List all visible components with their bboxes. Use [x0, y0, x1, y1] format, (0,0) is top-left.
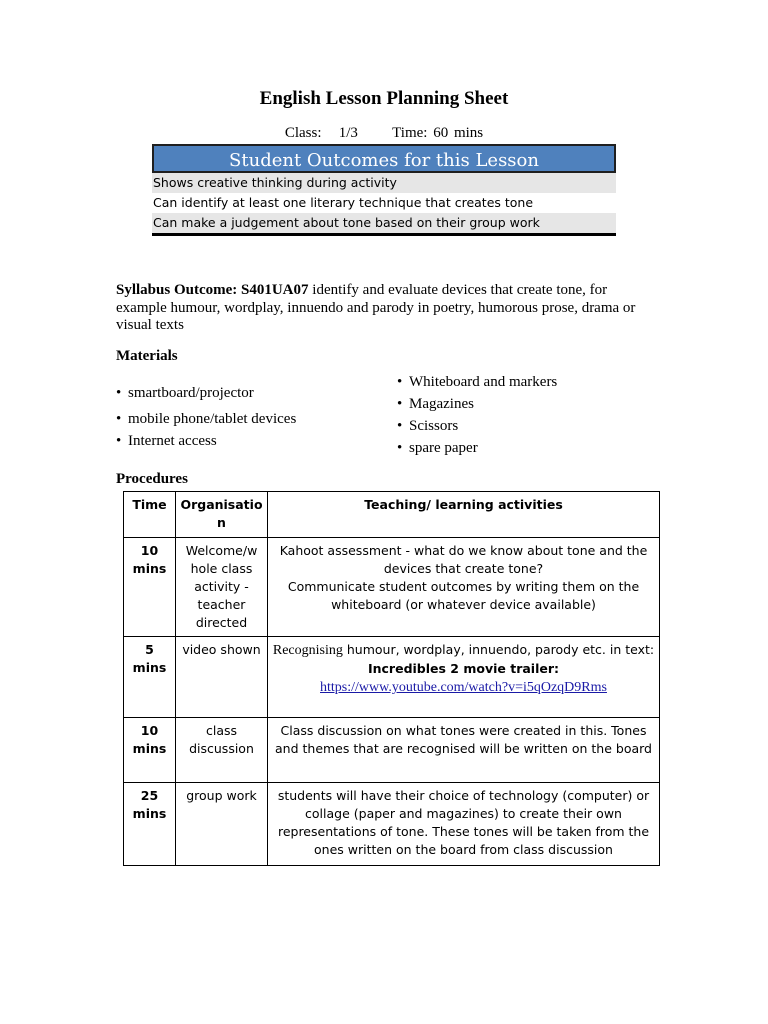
table-row: [124, 783, 660, 866]
outcome-item: Can make a judgement about tone based on their group work: [152, 213, 616, 233]
row-time: 5 mins: [124, 637, 176, 718]
table-header-row: [124, 492, 660, 538]
trailer-label: Incredibles 2 movie trailer:: [367, 661, 560, 676]
materials-heading: Materials: [116, 348, 178, 364]
row-activity: [268, 637, 660, 718]
table-row: [124, 718, 660, 783]
header-organisation: Organisatio n: [176, 492, 268, 538]
syllabus-label: Syllabus Outcome: S401UA07: [116, 282, 309, 298]
trailer-link[interactable]: https://www.youtube.com/watch?v=i5qOzqD9Rms: [320, 680, 607, 695]
row-activity: students will have their choice of technology (computer) or collage (paper and magazines) to create their own representations of tone. These tones will be taken from the ones written on the board from class discussion: [268, 783, 660, 866]
outcome-item: Shows creative thinking during activity: [152, 173, 616, 193]
material-item: • Scissors: [397, 415, 557, 437]
row-organisation: class discussion: [176, 718, 268, 783]
material-item: • Magazines: [397, 393, 557, 415]
procedures-heading: Procedures: [116, 471, 188, 487]
material-item: • Whiteboard and markers: [397, 371, 557, 393]
row-organisation: group work: [176, 783, 268, 866]
syllabus-text: identify and evaluate devices that create tone, for example humour, wordplay, innuendo and parody in poetry, humorous prose, drama or visual texts: [116, 282, 636, 333]
table-row: [124, 637, 660, 718]
material-item: • smartboard/projector: [116, 382, 296, 408]
class-time-line: [0, 125, 768, 142]
materials-list-right: [397, 371, 557, 459]
activity-line: Communicate student outcomes by writing them on the whiteboard (or whatever device available): [287, 579, 640, 612]
time-value: 60 mins: [433, 125, 484, 141]
student-outcomes-box: [152, 144, 616, 236]
material-item: • Internet access: [116, 430, 296, 452]
row-time: 25 mins: [124, 783, 176, 866]
activity-line: Kahoot assessment - what do we know about tone and the devices that create tone?: [279, 543, 648, 576]
activity-line: [271, 660, 656, 678]
outcomes-bottom-rule: [152, 233, 616, 236]
material-item: • spare paper: [397, 437, 557, 459]
header-time: Time: [124, 492, 176, 538]
table-row: [124, 538, 660, 637]
activity-prefix: Recognising: [272, 643, 343, 658]
outcome-item: Can identify at least one literary technique that creates tone: [153, 195, 534, 210]
page-title: English Lesson Planning Sheet: [259, 88, 509, 109]
row-time: 10 mins: [124, 538, 176, 637]
row-organisation: video shown: [176, 637, 268, 718]
activity-line: [271, 678, 656, 697]
row-activity: Class discussion on what tones were created in this. Tones and themes that are recognised will be written on the board: [268, 718, 660, 783]
class-label: Class:: [284, 125, 322, 141]
outcomes-heading: Student Outcomes for this Lesson: [152, 144, 616, 173]
material-item: • mobile phone/tablet devices: [116, 408, 296, 430]
header-activities: Teaching/ learning activities: [268, 492, 660, 538]
syllabus-outcome: [116, 282, 656, 335]
procedures-table: [123, 491, 660, 866]
row-organisation: Welcome/w hole class activity - teacher directed: [176, 538, 268, 637]
row-time: 10 mins: [124, 718, 176, 783]
row-activity: [268, 538, 660, 637]
class-value: 1/3: [338, 125, 358, 141]
activity-text: humour, wordplay, innuendo, parody etc. in text:: [342, 642, 655, 657]
materials-list-left: [116, 382, 296, 452]
activity-line: [271, 641, 656, 660]
time-label: Time:: [392, 125, 428, 141]
